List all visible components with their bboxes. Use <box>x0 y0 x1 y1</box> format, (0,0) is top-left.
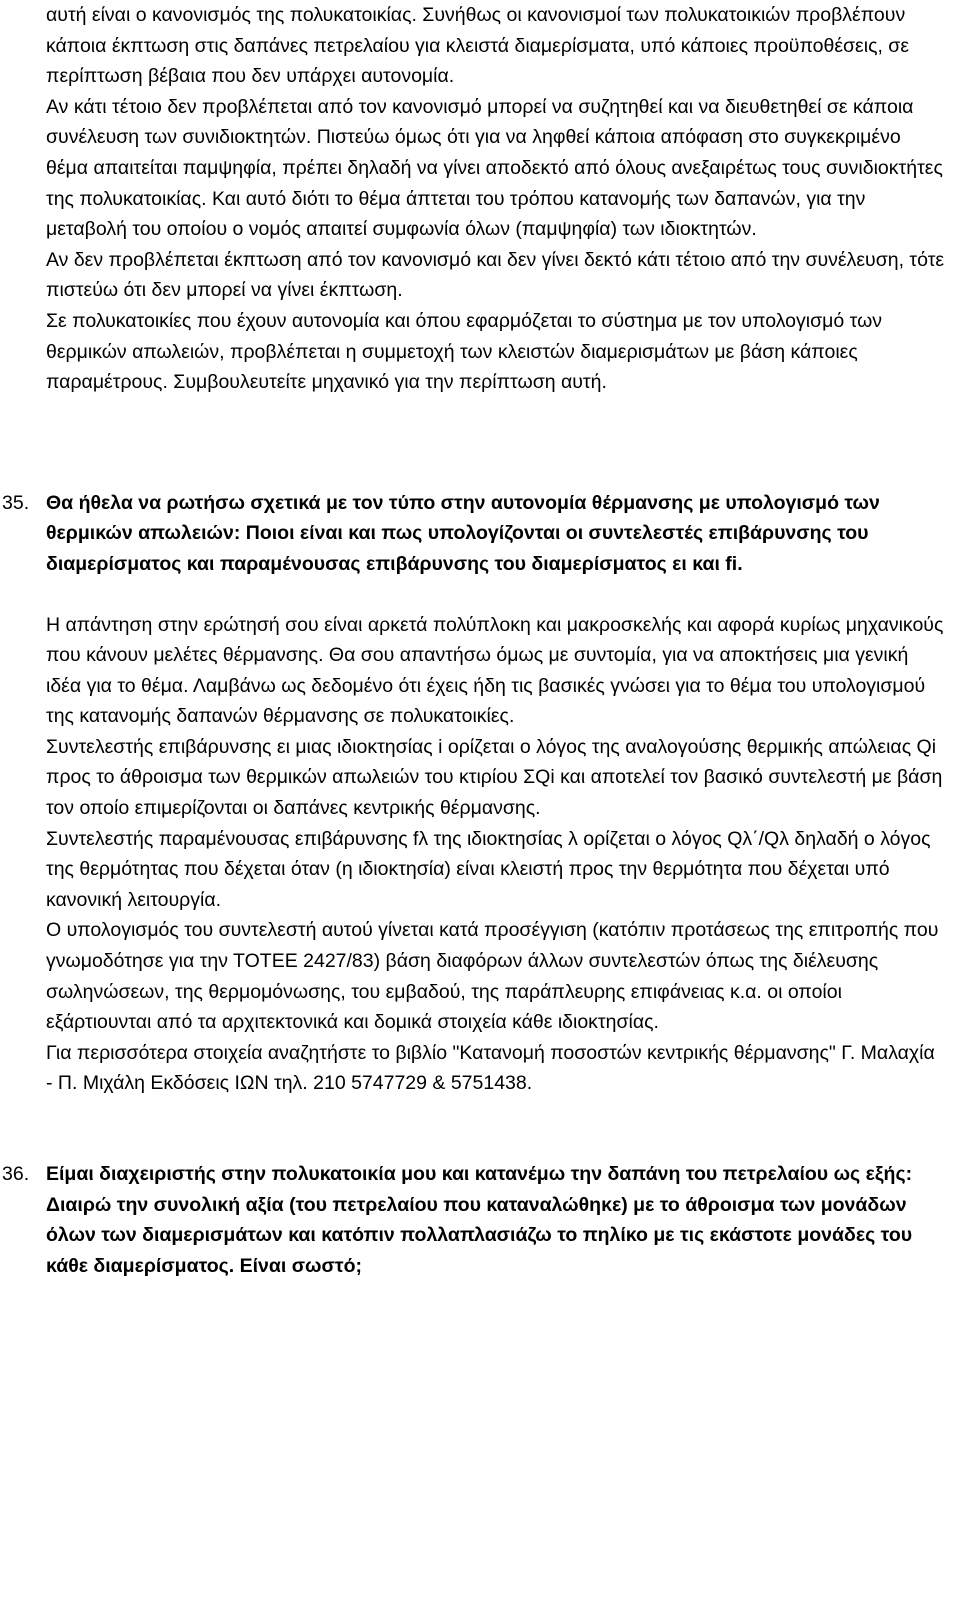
spacer <box>46 580 946 610</box>
document-page <box>2 0 946 1281</box>
answer-paragraph: Για περισσότερα στοιχεία αναζητήστε το βιβλίο "Κατανομή ποσοστών κεντρικής θέρμανσης" Γ. Μαλαχία - Π. Μιχάλη Εκδόσεις ΙΩΝ τηλ. 210 5747729 & 5751438. <box>46 1041 935 1095</box>
spacer <box>46 398 946 488</box>
question-text: Θα ήθελα να ρωτήσω σχετικά με τον τύπο στην αυτονομία θέρμανσης με υπολογισμό των θερμικών απωλειών: Ποιοι είναι και πως υπολογίζονται οι συντελεστές επιβάρυνσης του διαμερίσματος και παραμένουσας επιβάρυνσης του διαμερίσματος ει και fi. <box>46 491 880 575</box>
answer-paragraph: Ο υπολογισμός του συντελεστή αυτού γίνεται κατά προσέγγιση (κατόπιν προτάσεως της επιτροπής που γνωμοδότησε για την ΤΟΤΕΕ 2427/83) βάση διαφόρων άλλων συντελεστών όπως της διέλευσης σωληνώσεων, της θερμομόνωσης, του εμβαδού, της παράπλευρης επιφάνειας κ.α. οι οποίοι εξάρτιουνται από τα αρχιτεκτονικά και δομικά στοιχεία κάθε ιδιοκτησίας. <box>46 919 939 1034</box>
question-number: 35. <box>2 491 30 514</box>
answer-paragraph: Συντελεστής παραμένουσας επιβάρυνσης fλ της ιδιοκτησίας λ ορίζεται ο λόγος Qλ΄/Qλ δηλαδή ο λόγος της θερμότητας που δέχεται όταν (η ιδιοκτησία) είναι κλειστή προς την θερμότητα που δέχεται υπό κανονική λειτουργία. <box>46 827 931 911</box>
intro-paragraph: Σε πολυκατοικίες που έχουν αυτονομία και όπου εφαρμόζεται το σύστημα με τον υπολογισμό των θερμικών απωλειών, προβλέπεται η συμμετοχή των κλειστών διαμερισμάτων με βάση κάποιες παραμέτρους. Συμβουλευτείτε μηχανικό για την περίπτωση αυτή. <box>46 309 883 394</box>
spacer <box>46 1099 946 1159</box>
answer-paragraph: Συντελεστής επιβάρυνσης ει μιας ιδιοκτησίας i ορίζεται ο λόγος της αναλογούσης θερμικής απώλειας Qi προς το άθροισμα των θερμικών απωλειών του κτιρίου ΣQi και αποτελεί τον βασικό συντελεστή με βάση τον οποίο επιμερίζονται οι δαπάνες κεντρικής θέρμανσης. <box>46 735 943 820</box>
answer-35 <box>46 610 946 1100</box>
answer-paragraph: Η απάντηση στην ερώτησή σου είναι αρκετά πολύπλοκη και μακροσκελής και αφορά κυρίως μηχανικούς που κάνουν μελέτες θέρμανσης. Θα σου απαντήσω όμως με συντομία, για να αποκτήσεις μια γενική ιδέα για το θέμα. Λαμβάνω ως δεδομένο ότι έχεις ήδη τις βασικές γνώσει για το θέμα του υπολογισμού της κατανομής δαπανών θέρμανσης σε πολυκατοικίες. <box>46 613 944 728</box>
question-35 <box>2 488 946 580</box>
intro-paragraph: αυτή είναι ο κανονισμός της πολυκατοικίας. Συνήθως οι κανονισμοί των πολυκατοικιών προβλέπουν κάποια έκπτωση στις δαπάνες πετρελαίου για κλειστά διαμερίσματα, υπό κάποιες προϋποθέσεις, σε περίπτωση βέβαια που δεν υπάρχει αυτονομία. <box>46 4 910 88</box>
question-text: Είμαι διαχειριστής στην πολυκατοικία μου και κατανέμω την δαπάνη του πετρελαίου ως εξής: Διαιρώ την συνολική αξία (του πετρελαίου που καταναλώθηκε) με το άθροισμα των μονάδων όλων των διαμερισμάτων και κατόπιν πολλαπλασιάζω το πηλίκο με τις εκάστοτε μονάδες του κάθε διαμερίσματος. Είναι σωστό; <box>46 1163 913 1277</box>
intro-section <box>46 0 946 398</box>
intro-paragraph: Αν κάτι τέτοιο δεν προβλέπεται από τον κανονισμό μπορεί να συζητηθεί και να διευθετηθεί σε κάποια συνέλευση των συνιδιοκτητών. Πιστεύω όμως ότι για να ληφθεί κάποια απόφαση στο συγκεκριμένο θέμα απαιτείται παμψηφία, πρέπει δηλαδή να γίνει αποδεκτό από όλους ανεξαιρέτως τους συνιδιοκτήτες της πολυκατοικίας. Και αυτό διότι το θέμα άπτεται του τρόπου κατανομής των δαπανών, για την μεταβολή του οποίου ο νομός απαιτεί συμφωνία όλων (παμψηφία) των ιδιοκτητών. <box>46 95 943 241</box>
question-36 <box>2 1159 946 1281</box>
question-number: 36. <box>2 1163 30 1185</box>
intro-paragraph: Αν δεν προβλέπεται έκπτωση από τον κανονισμό και δεν γίνει δεκτό κάτι τέτοιο από την συνέλευση, τότε πιστεύω ότι δεν μπορεί να γίνει έκπτωση. <box>46 248 945 302</box>
